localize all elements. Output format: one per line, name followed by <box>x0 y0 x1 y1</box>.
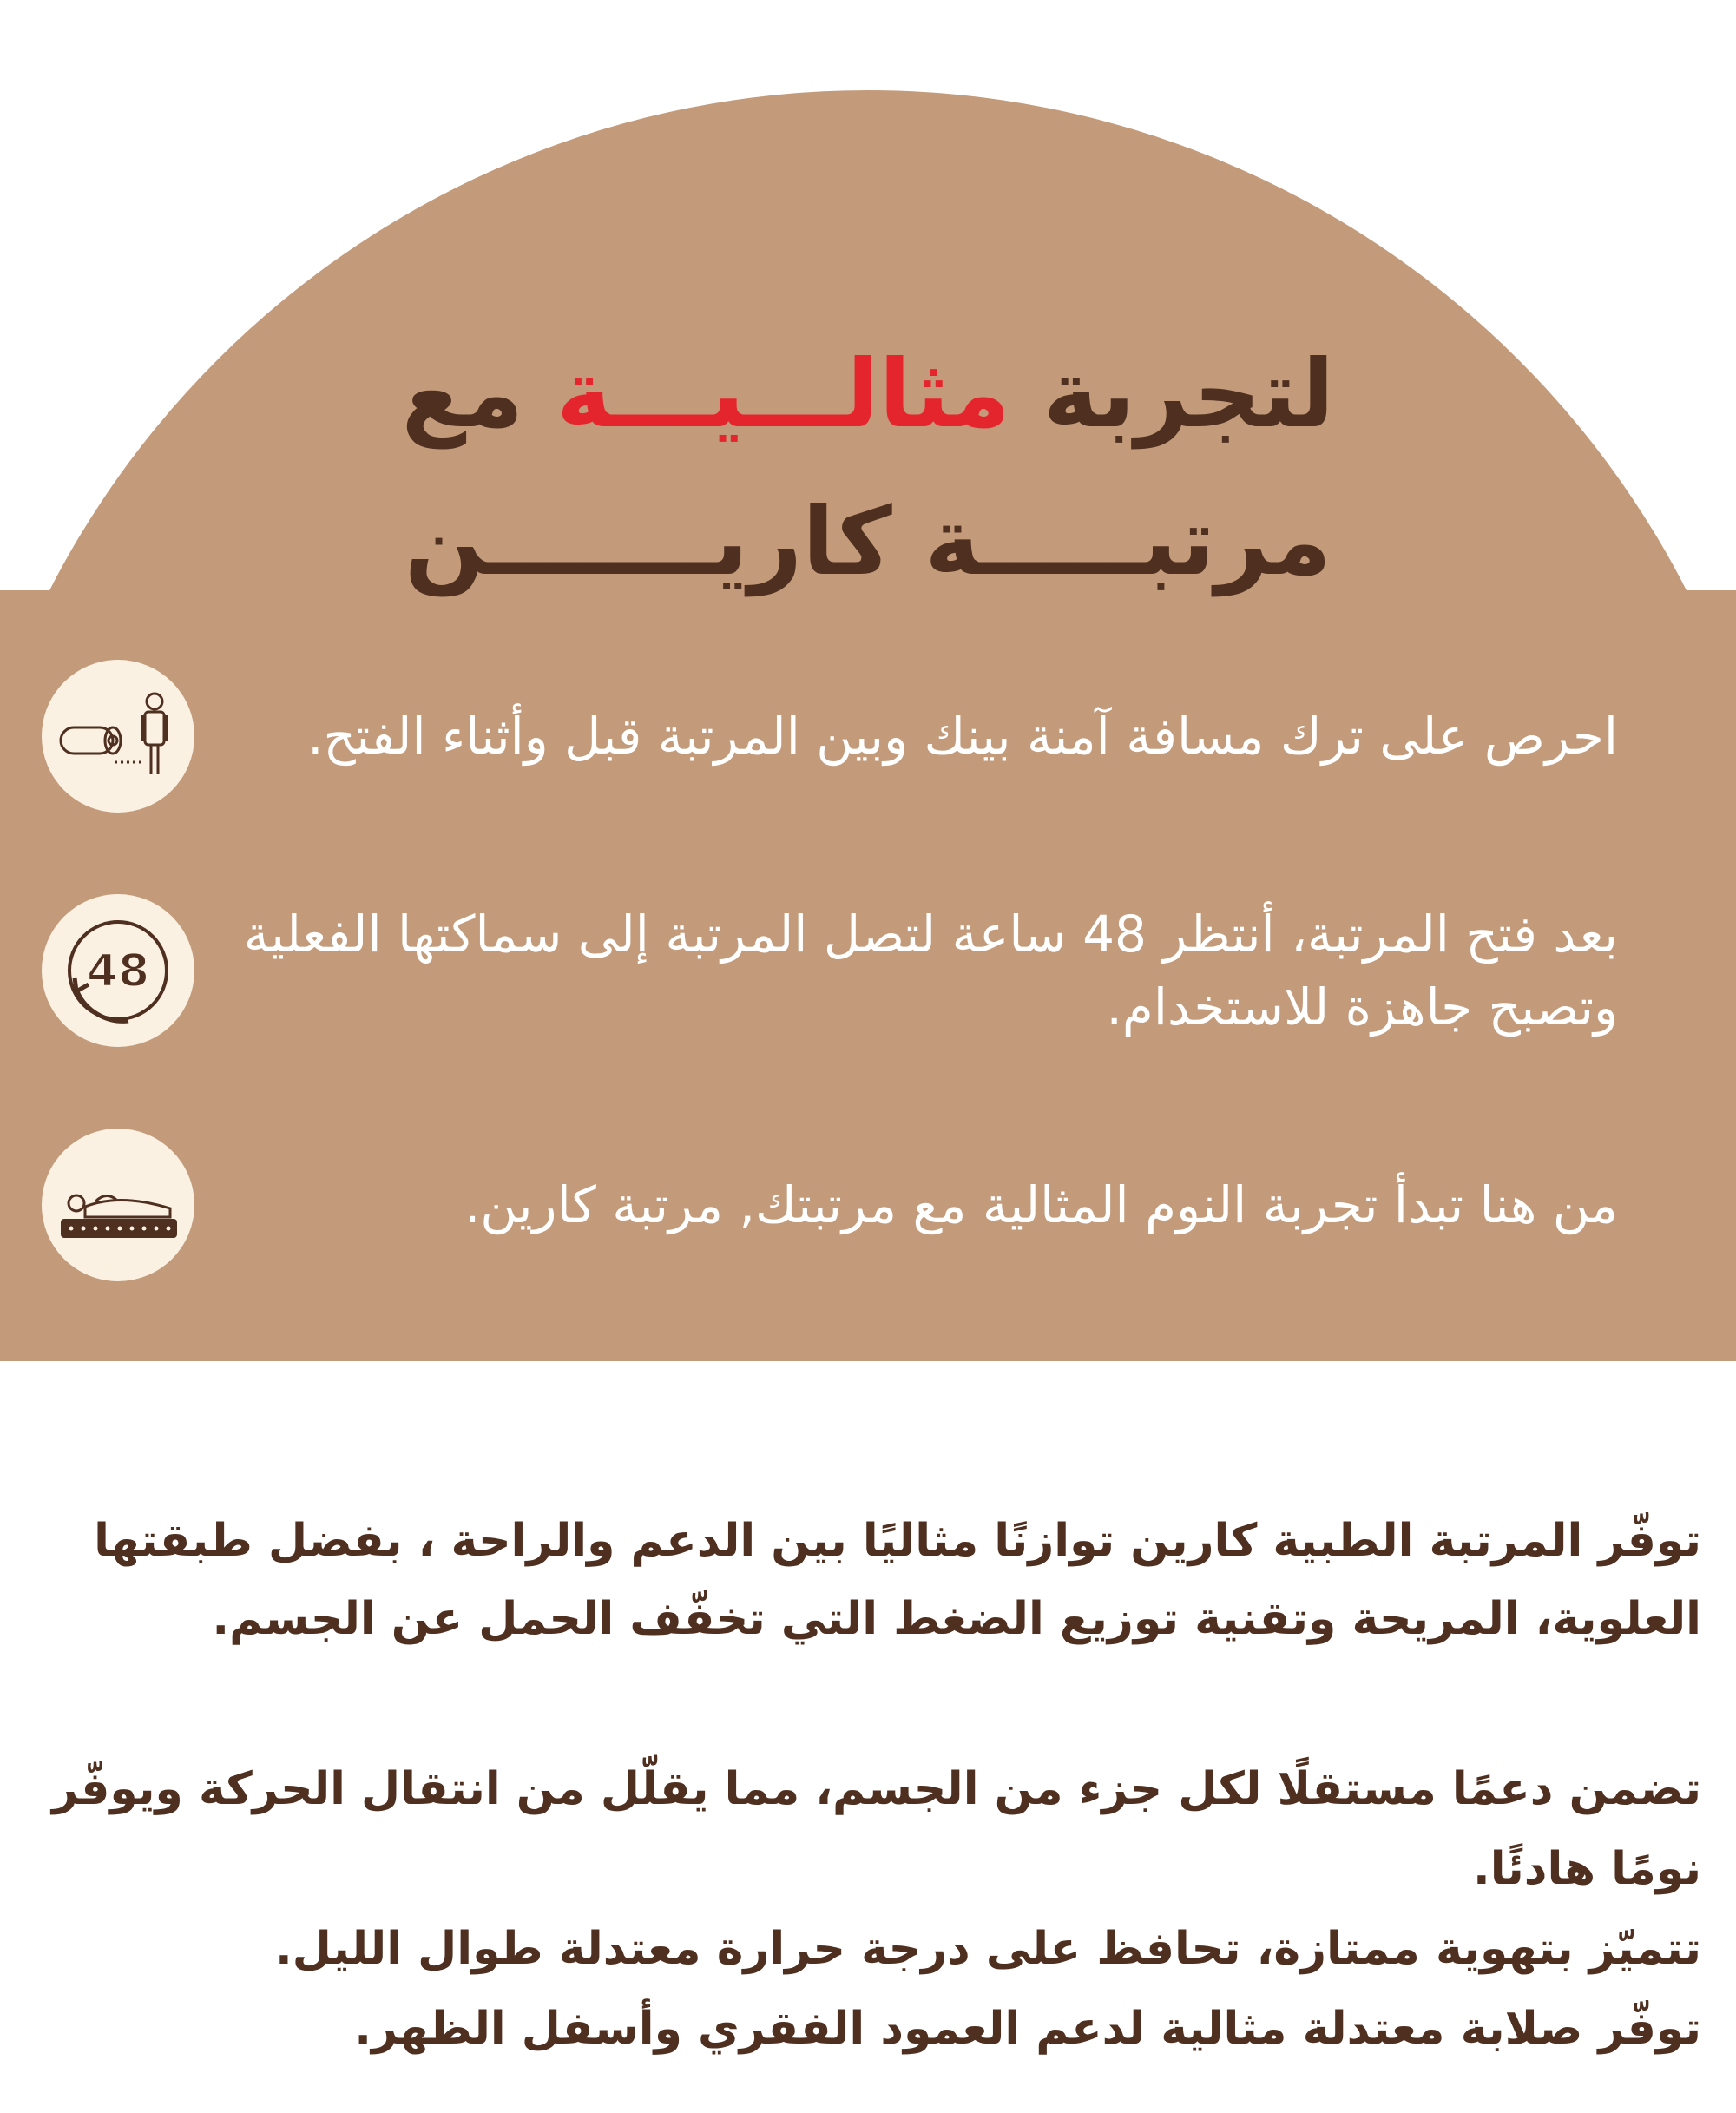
headline-line-2: مرتبـــــة كاريـــــــن <box>404 488 1332 596</box>
headline-accent-word: مثالـــيـــة <box>556 340 1011 449</box>
feature-text-distance: احرص على ترك مسافة آمنة بينك وبين المرتبة قبل وأثناء الفتح. <box>307 707 1618 766</box>
benefit-line: تتميّز بتهوية ممتازة، تحافظ على درجة حرارة معتدلة طوال الليل. <box>275 1923 1701 1975</box>
headline-part: لتجربة <box>1010 340 1335 449</box>
description-paragraph: توفّر المرتبة الطبية كارين توازنًا مثاليًا بين الدعم والراحة ، بفضل طبقتها العلوية، المريحة وتقنية توزيع الضغط التي تخفّف الحمل عن الجسم. <box>94 1515 1701 1645</box>
person-rolled-mattress-icon <box>42 660 194 813</box>
description-benefits <box>26 1749 1701 2069</box>
feature-row-sleep <box>42 1129 1674 1281</box>
headline-part: مع <box>401 340 556 449</box>
benefit-line: تضمن دعمًا مستقلًا لكل جزء من الجسم، مما يقلّل من انتقال الحركة ويوفّر نومًا هادئًا. <box>52 1763 1701 1895</box>
sleeping-person-mattress-icon <box>42 1129 194 1281</box>
feature-text-sleep: من هنا تبدأ تجربة النوم المثالية مع مرتبتك, مرتبة كارين. <box>464 1175 1618 1234</box>
feature-row-48-hours <box>42 894 1674 1047</box>
48-hour-label: 48 <box>86 945 150 997</box>
48-hour-clock-icon <box>42 894 194 1047</box>
feature-text-48-hours: بعد فتح المرتبة، أنتظر 48 ساعة لتصل المرتبة إلى سماكتها الفعلية وتصبح جاهزة للاستخدام. <box>243 905 1618 1037</box>
benefit-line: توفّر صلابة معتدلة مثالية لدعم العمود الفقري وأسفل الظهر. <box>354 2003 1701 2055</box>
feature-row-distance <box>42 660 1674 813</box>
headline-line-1 <box>217 330 1519 460</box>
